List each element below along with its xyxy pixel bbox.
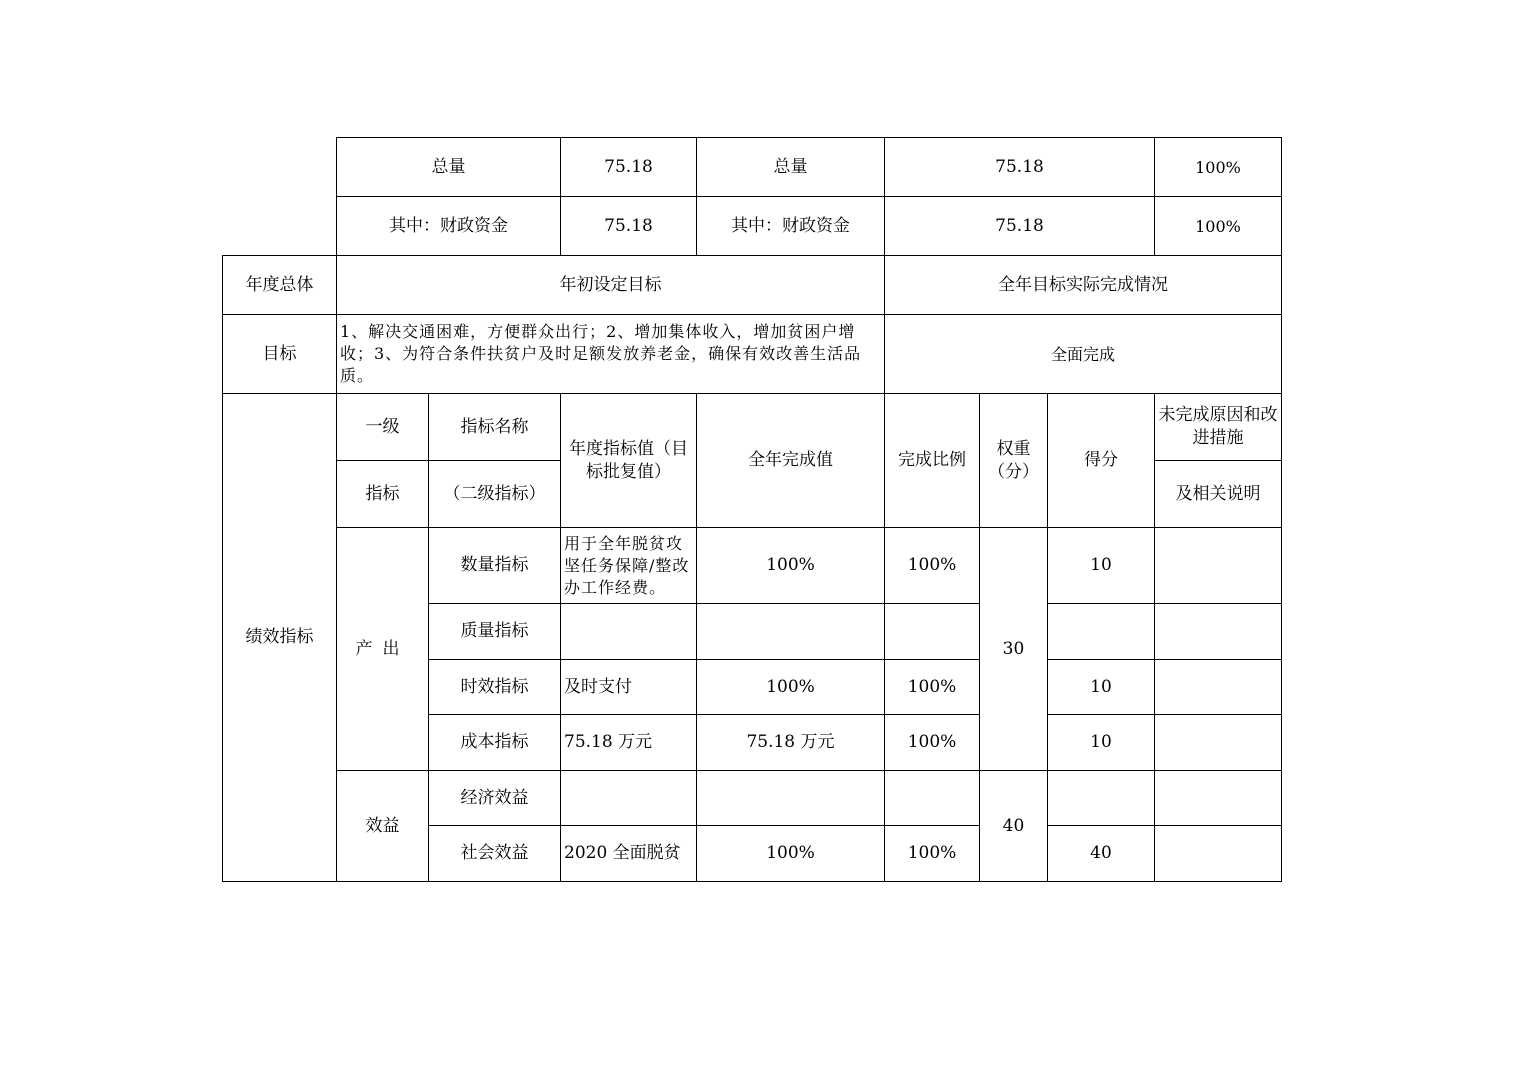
benefit-category-label: 效益 bbox=[337, 771, 429, 882]
header-name-a: 指标名称 bbox=[429, 394, 561, 461]
performance-table bbox=[222, 137, 1282, 882]
budget-total-label-set: 总量 bbox=[337, 138, 561, 197]
output-timeliness-reason bbox=[1155, 660, 1282, 715]
benefit-social-score: 40 bbox=[1048, 826, 1155, 882]
output-cost-score: 10 bbox=[1048, 715, 1155, 771]
output-quality-reason bbox=[1155, 604, 1282, 660]
benefit-social-reason bbox=[1155, 826, 1282, 882]
output-weight: 30 bbox=[980, 528, 1048, 771]
budget-total-row bbox=[223, 138, 1282, 197]
indicator-header-row-1 bbox=[223, 394, 1282, 461]
header-actual: 全年完成值 bbox=[697, 394, 885, 528]
annual-goal-actual-header: 全年目标实际完成情况 bbox=[885, 256, 1282, 315]
output-timeliness-name: 时效指标 bbox=[429, 660, 561, 715]
output-quality-actual bbox=[697, 604, 885, 660]
header-reason-b: 及相关说明 bbox=[1155, 461, 1282, 528]
budget-fiscal-rate: 100% bbox=[1155, 197, 1282, 256]
budget-fiscal-value-set: 75.18 bbox=[561, 197, 697, 256]
header-level1-a: 一级 bbox=[337, 394, 429, 461]
benefit-social-name: 社会效益 bbox=[429, 826, 561, 882]
budget-total-value-set: 75.18 bbox=[561, 138, 697, 197]
budget-fiscal-row bbox=[223, 197, 1282, 256]
output-quantity-actual: 100% bbox=[697, 528, 885, 604]
benefit-economic-actual bbox=[697, 771, 885, 826]
output-cost-reason bbox=[1155, 715, 1282, 771]
budget-label-cell bbox=[223, 138, 337, 256]
budget-fiscal-label-actual: 其中：财政资金 bbox=[697, 197, 885, 256]
output-category-text: 产出 bbox=[355, 638, 410, 659]
benefit-social-actual: 100% bbox=[697, 826, 885, 882]
budget-fiscal-value-actual: 75.18 bbox=[885, 197, 1155, 256]
budget-total-value-actual: 75.18 bbox=[885, 138, 1155, 197]
benefit-social-ratio: 100% bbox=[885, 826, 980, 882]
output-timeliness-score: 10 bbox=[1048, 660, 1155, 715]
output-timeliness-ratio: 100% bbox=[885, 660, 980, 715]
header-name-b: （二级指标） bbox=[429, 461, 561, 528]
budget-total-label-actual: 总量 bbox=[697, 138, 885, 197]
annual-goal-set-header: 年初设定目标 bbox=[337, 256, 885, 315]
benefit-economic-ratio bbox=[885, 771, 980, 826]
benefit-economic-reason bbox=[1155, 771, 1282, 826]
output-quantity-score: 10 bbox=[1048, 528, 1155, 604]
output-quality-name: 质量指标 bbox=[429, 604, 561, 660]
benefit-economic-score bbox=[1048, 771, 1155, 826]
header-target: 年度指标值（目标批复值） bbox=[561, 394, 697, 528]
benefit-economic-target bbox=[561, 771, 697, 826]
annual-goal-header-row bbox=[223, 256, 1282, 315]
benefit-economic-name: 经济效益 bbox=[429, 771, 561, 826]
header-score: 得分 bbox=[1048, 394, 1155, 528]
header-level1-b: 指标 bbox=[337, 461, 429, 528]
output-cost-actual: 75.18 万元 bbox=[697, 715, 885, 771]
benefit-row-economic bbox=[223, 771, 1282, 826]
annual-goal-label-1: 年度总体 bbox=[223, 256, 337, 315]
output-quality-ratio bbox=[885, 604, 980, 660]
output-quality-target bbox=[561, 604, 697, 660]
budget-fiscal-label-set: 其中：财政资金 bbox=[337, 197, 561, 256]
output-cost-target: 75.18 万元 bbox=[561, 715, 697, 771]
header-weight: 权重（分） bbox=[980, 394, 1048, 528]
annual-goal-content-row bbox=[223, 315, 1282, 394]
header-ratio: 完成比例 bbox=[885, 394, 980, 528]
output-quantity-ratio: 100% bbox=[885, 528, 980, 604]
output-quantity-target: 用于全年脱贫攻坚任务保障/整改办工作经费。 bbox=[561, 528, 697, 604]
output-timeliness-actual: 100% bbox=[697, 660, 885, 715]
benefit-weight: 40 bbox=[980, 771, 1048, 882]
output-timeliness-target: 及时支付 bbox=[561, 660, 697, 715]
budget-total-rate: 100% bbox=[1155, 138, 1282, 197]
indicators-section-label: 绩效指标 bbox=[223, 394, 337, 882]
output-quantity-reason bbox=[1155, 528, 1282, 604]
output-cost-ratio: 100% bbox=[885, 715, 980, 771]
output-cost-name: 成本指标 bbox=[429, 715, 561, 771]
output-quantity-name: 数量指标 bbox=[429, 528, 561, 604]
annual-goal-actual-text: 全面完成 bbox=[885, 315, 1282, 394]
output-row-quantity bbox=[223, 528, 1282, 604]
output-category-label bbox=[337, 528, 429, 771]
header-reason-a: 未完成原因和改进措施 bbox=[1155, 394, 1282, 461]
benefit-social-target: 2020 全面脱贫 bbox=[561, 826, 697, 882]
annual-goal-label-2: 目标 bbox=[223, 315, 337, 394]
annual-goal-set-text: 1、解决交通困难，方便群众出行；2、增加集体收入，增加贫困户增收；3、为符合条件扶贫户及时足额发放养老金，确保有效改善生活品质。 bbox=[337, 315, 885, 394]
output-quality-score bbox=[1048, 604, 1155, 660]
